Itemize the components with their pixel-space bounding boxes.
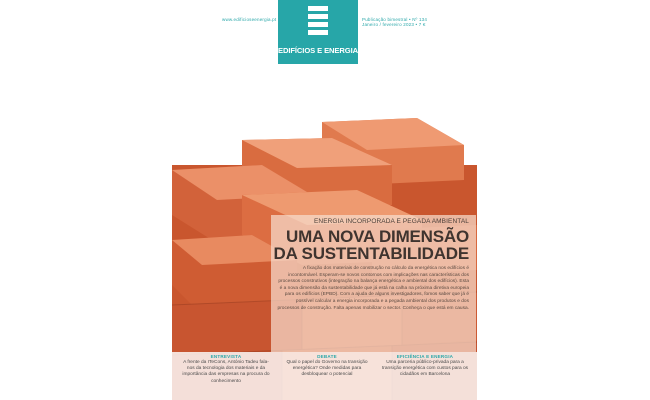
footer-label: EFICIÊNCIA E ENERGIA: [396, 354, 454, 359]
cover-kicker: ENERGIA INCORPORADA E PEGADA AMBIENTAL: [313, 218, 469, 225]
footer-text: Qual o papel do Governo na transição energética? Onde medidas para desbloquear o potencial: [286, 360, 368, 378]
footer-text: A frente da ITeCons, António Tadeu fala-nos da tecnologia dos materiais e da importância das empresas na procura do conhecimento: [182, 360, 270, 384]
issue-line-1: Publicação bimestral • Nº 134: [362, 17, 428, 22]
logo-text: EDIFÍCIOS E ENERGIA: [278, 46, 358, 55]
masthead-logo[interactable]: [278, 0, 358, 64]
footer-label: ENTREVISTA: [210, 354, 242, 359]
cover-story[interactable]: [271, 215, 476, 352]
cover-title-line-1: UMA NOVA DIMENSÃO: [286, 227, 469, 246]
issue-line-2: Janeiro / fevereiro 2023 • 7 €: [362, 22, 426, 27]
issue-info: [362, 17, 432, 27]
footer-teaser-interview[interactable]: [180, 354, 272, 385]
logo-mark-icon: [308, 6, 328, 36]
footer-label: DEBATE: [317, 354, 337, 359]
site-url[interactable]: www.edificioseenergia.pt: [222, 17, 277, 22]
magazine-cover: [172, 0, 477, 400]
footer-teaser-efficiency[interactable]: [380, 354, 470, 379]
footer-teaser-debate[interactable]: [282, 354, 372, 379]
footer-text: Uma parceria público-privada para a transição energética com custos para os cidadãos em Barcelona: [381, 360, 469, 378]
cover-lead: A fixação dos materiais de construção no cálculo da energética nos edifícios é incontornável. Esperam-se novos contornos com implicações nas características dos processos construtivos (integração na balança energética e ambiental dos edifícios). Esta é a nova dimensão da sustentabilidade que já está na calha na próxima diretiva europeia para os edifícios (EPBD). Com a ajuda de alguns investigadores, fomos saber que já é possível calcular a energia incorporada e a pegada ambiental dos produtos e dos processos de construção. Falta apenas mobilizar o sector. Conheça o que está em causa.: [277, 266, 469, 311]
cover-title-line-2: DA SUSTENTABILIDADE: [273, 244, 469, 263]
